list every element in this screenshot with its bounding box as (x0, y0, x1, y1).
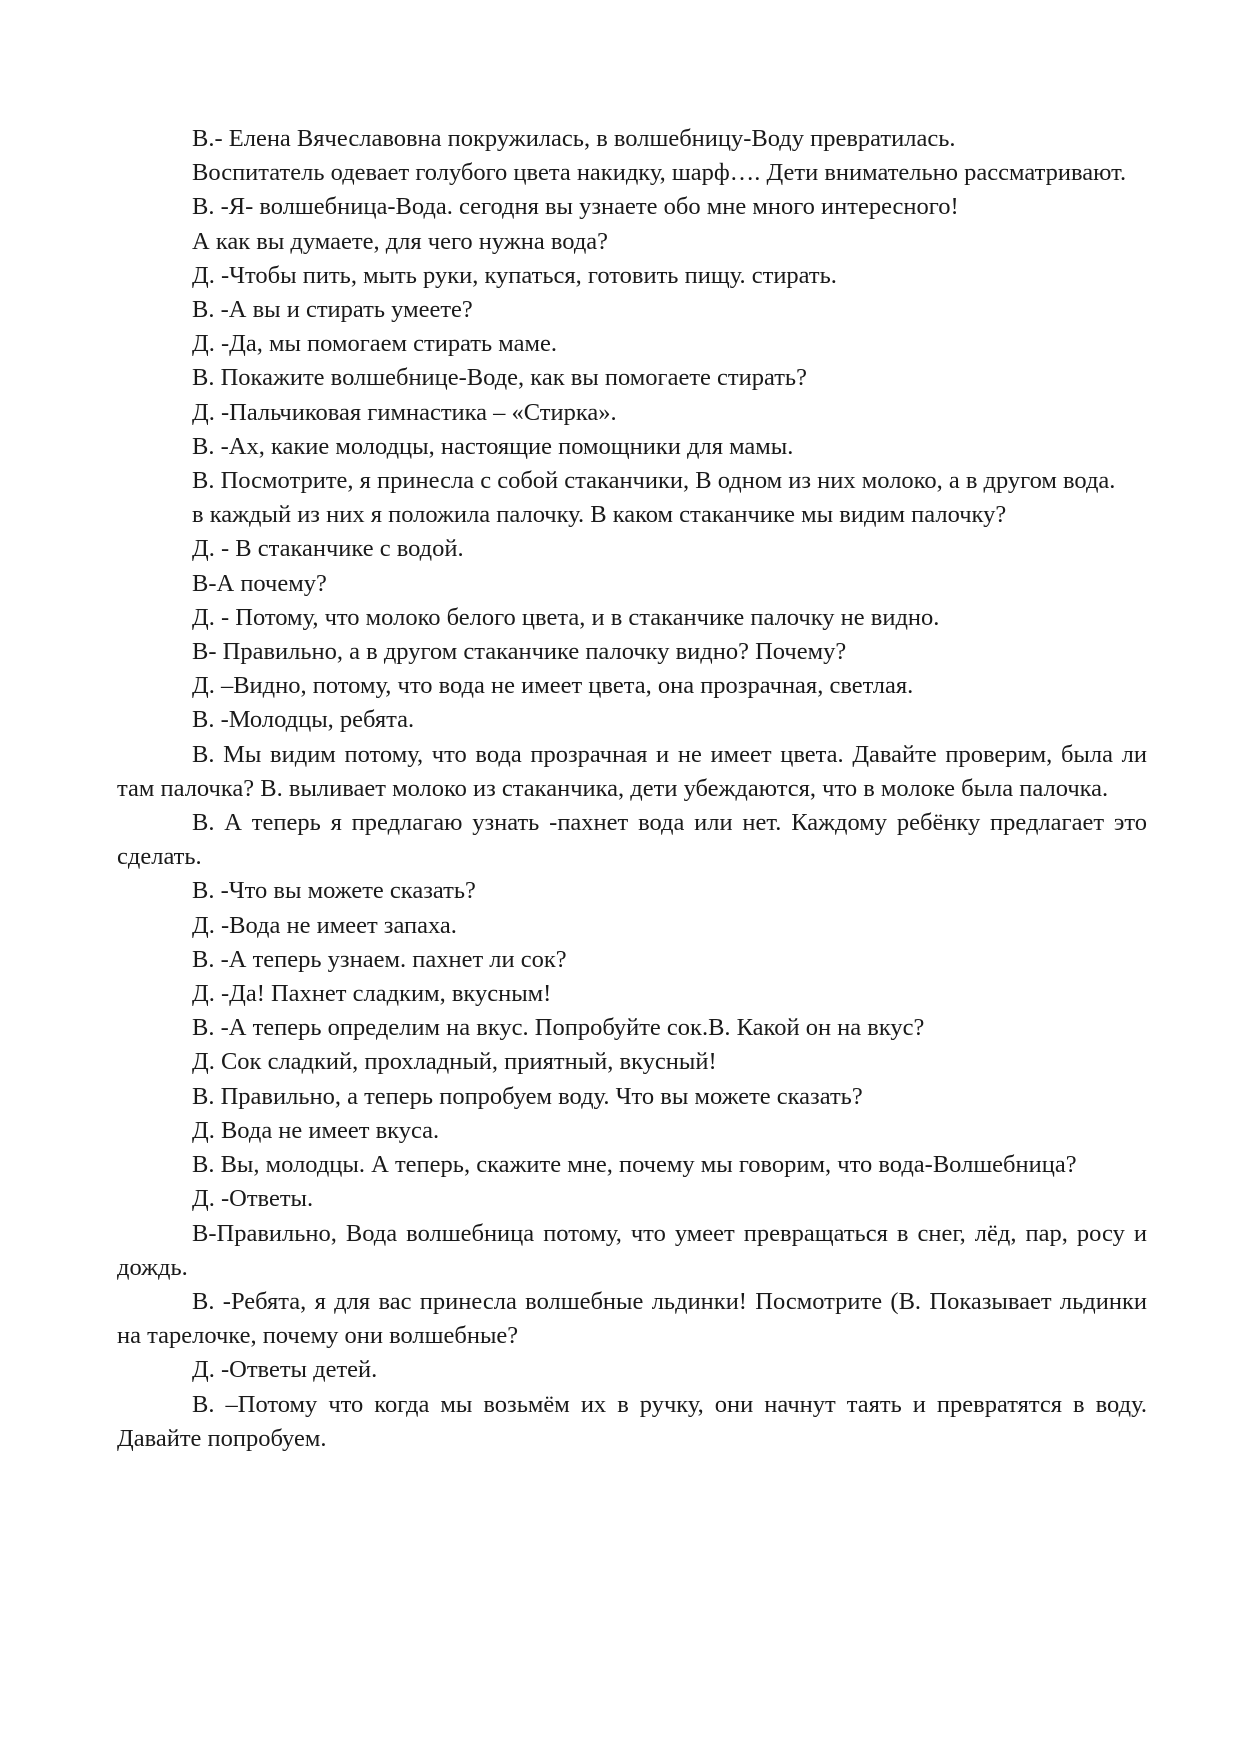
paragraph: В. -Я- волшебница-Вода. сегодня вы узнаете обо мне много интересного! (192, 193, 959, 221)
paragraph: В. -А вы и стирать умеете? (192, 296, 473, 324)
paragraph: В. Покажите волшебнице-Воде, как вы помогаете стирать? (192, 364, 807, 392)
paragraph: В. Вы, молодцы. А теперь, скажите мне, почему мы говорим, что вода-Волшебница? (192, 1151, 1077, 1179)
paragraph: В. Посмотрите, я принесла с собой стаканчики, В одном из них молоко, а в другом вода. (192, 467, 1116, 495)
paragraph: В. А теперь я предлагаю узнать -пахнет вода или нет. Каждому ребёнку предлагает это сделать. (117, 809, 1147, 871)
paragraph: Д. -Вода не имеет запаха. (192, 911, 457, 939)
paragraph: А как вы думаете, для чего нужна вода? (192, 227, 609, 255)
paragraph: В. –Потому что когда мы возьмём их в ручку, они начнут таять и превратятся в воду. Давайте попробуем. (117, 1390, 1147, 1452)
document-page (117, 122, 1147, 1456)
paragraph: Д. Сок сладкий, прохладный, приятный, вкусный! (192, 1048, 717, 1076)
paragraph: В. Мы видим потому, что вода прозрачная и не имеет цвета. Давайте проверим, была ли там палочка? В. выливает молоко из стаканчика, дети убеждаются, что в молоке была палочка. (117, 740, 1147, 802)
paragraph: Д. –Видно, потому, что вода не имеет цвета, она прозрачная, светлая. (192, 672, 914, 700)
paragraph: В-А почему? (192, 569, 327, 597)
paragraph: в каждый из них я положила палочку. В каком стаканчике мы видим палочку? (192, 501, 1007, 529)
paragraph: В. -Ах, какие молодцы, настоящие помощники для мамы. (192, 432, 794, 460)
paragraph: Воспитатель одевает голубого цвета накидку, шарф…. Дети внимательно рассматривают. (192, 159, 1127, 187)
paragraph: Д. Вода не имеет вкуса. (192, 1116, 440, 1144)
paragraph: Д. -Ответы. (192, 1185, 314, 1213)
paragraph: В. -Молодцы, ребята. (192, 706, 415, 734)
paragraph: Д. -Пальчиковая гимнастика – «Стирка». (192, 398, 617, 426)
paragraph: В. -А теперь узнаем. пахнет ли сок? (192, 945, 567, 973)
paragraph: Д. - В стаканчике с водой. (192, 535, 464, 563)
paragraph: В- Правильно, а в другом стаканчике палочку видно? Почему? (192, 638, 847, 666)
paragraph: Д. - Потому, что молоко белого цвета, и в стаканчике палочку не видно. (192, 603, 940, 631)
paragraph: В.- Елена Вячеславовна покружилась, в волшебницу-Воду превратилась. (192, 125, 956, 152)
paragraph: В. -А теперь определим на вкус. Попробуйте сок.В. Какой он на вкус? (192, 1014, 925, 1042)
paragraph: Д. -Ответы детей. (192, 1356, 378, 1384)
paragraph: В. Правильно, а теперь попробуем воду. Что вы можете сказать? (192, 1082, 863, 1110)
paragraph: Д. -Да! Пахнет сладким, вкусным! (192, 980, 552, 1008)
paragraph: В-Правильно, Вода волшебница потому, что умеет превращаться в снег, лёд, пар, росу и дождь. (117, 1219, 1147, 1281)
paragraph: В. -Ребята, я для вас принесла волшебные льдинки! Посмотрите (В. Показывает льдинки на тарелочке, почему они волшебные? (117, 1287, 1147, 1350)
paragraph: Д. -Чтобы пить, мыть руки, купаться, готовить пищу. стирать. (192, 261, 837, 289)
paragraph: Д. -Да, мы помогаем стирать маме. (192, 330, 558, 358)
paragraph: В. -Что вы можете сказать? (192, 877, 476, 905)
